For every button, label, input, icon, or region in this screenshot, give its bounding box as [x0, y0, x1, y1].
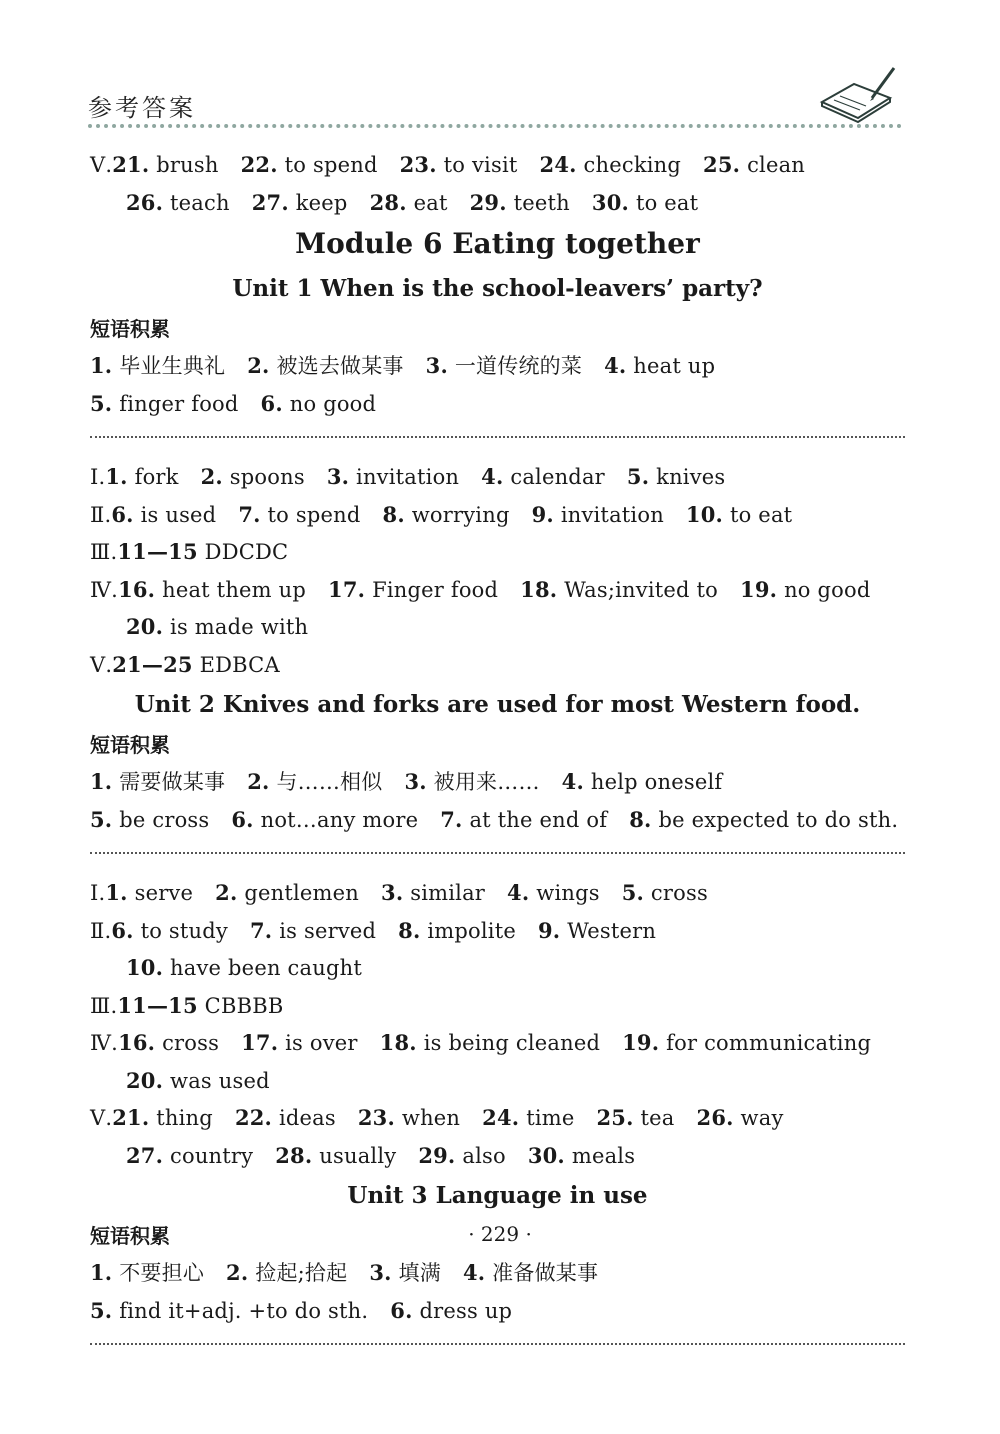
answer-line: [90, 763, 905, 801]
answer-number: 18.: [379, 1030, 417, 1055]
answer-number: 23.: [399, 152, 437, 177]
answer-number: 2.: [215, 880, 238, 905]
answer-item: [275, 1144, 396, 1168]
answer-item: [703, 153, 805, 177]
answer-text: 捡起;拾起: [255, 1261, 348, 1285]
answer-number: 28.: [369, 189, 407, 215]
answer-text: 与……相似: [276, 770, 383, 794]
answer-text: have been caught: [170, 956, 362, 980]
answer-number: 26.: [126, 189, 164, 215]
answer-item: [520, 578, 718, 602]
answer-text: to study: [140, 918, 228, 943]
answer-text: to visit: [443, 153, 518, 177]
answer-item: [235, 1106, 336, 1130]
page-number: · 229 ·: [468, 1222, 532, 1246]
header-title: 参考答案: [88, 94, 196, 122]
answer-line: [90, 496, 905, 534]
answer-text: checking: [583, 153, 682, 177]
answer-item: [538, 919, 656, 943]
answer-number: 19.: [622, 1030, 660, 1055]
answer-text: to spend: [284, 153, 378, 177]
answer-line: [90, 347, 905, 385]
answer-item: [463, 1261, 598, 1285]
section-label: 短语积累: [90, 733, 170, 757]
answer-text: is made with: [170, 615, 309, 639]
answer-text: is being cleaned: [423, 1031, 601, 1055]
answer-text: spoons: [229, 465, 305, 489]
answer-item: [604, 354, 715, 378]
answer-text: wings: [536, 881, 600, 905]
answer-line: [90, 1062, 905, 1100]
answer-line: [90, 184, 905, 222]
answer-number: 11—15: [117, 539, 198, 564]
roman-numeral: Ⅴ.: [90, 1106, 113, 1130]
answer-text: keep: [295, 190, 348, 215]
answer-number: 6.: [111, 501, 134, 527]
answer-number: 29.: [469, 189, 507, 215]
answer-item: [126, 1144, 253, 1168]
answer-number: 3.: [381, 880, 404, 905]
answer-text: eat: [413, 190, 448, 215]
answer-text: be cross: [119, 807, 210, 832]
answer-text: Western: [567, 918, 657, 943]
answer-number: 21—25: [112, 651, 193, 677]
answer-item: [400, 153, 518, 177]
answer-number: 10.: [126, 955, 164, 980]
answer-text: knives: [656, 465, 726, 489]
section-divider: [90, 1329, 905, 1365]
answer-number: 20.: [126, 1067, 164, 1093]
answer-number: 27.: [251, 189, 289, 215]
answer-item: [90, 354, 225, 378]
answer-number: 26.: [696, 1105, 734, 1130]
roman-numeral: Ⅱ.: [90, 918, 112, 943]
answer-item: [627, 465, 725, 489]
answer-text: to eat: [635, 190, 699, 215]
answer-item: [418, 1144, 506, 1168]
answer-line: [90, 646, 905, 684]
answer-number: 25.: [596, 1105, 634, 1130]
answer-item: [383, 503, 510, 527]
answer-line: [90, 1292, 905, 1330]
answer-text: worrying: [411, 502, 510, 527]
answer-item: [404, 770, 539, 794]
answer-item: [105, 465, 178, 489]
answer-number: 17.: [328, 576, 366, 602]
answer-item: [381, 881, 485, 905]
answer-number: 4.: [561, 769, 584, 794]
answer-number: 30.: [591, 189, 630, 215]
answer-item: [247, 770, 382, 794]
answer-item: [111, 503, 216, 527]
answer-text: clean: [747, 153, 806, 177]
answer-item: [112, 653, 280, 677]
answer-item: [117, 540, 288, 564]
answer-item: [327, 465, 459, 489]
answer-text: thing: [156, 1106, 213, 1130]
answer-number: 21.: [112, 152, 150, 177]
roman-numeral: Ⅰ.: [90, 465, 106, 489]
answer-number: 8.: [398, 917, 421, 943]
answer-text: heat them up: [162, 577, 307, 602]
unit-title: Unit 1 When is the school-leavers’ party?: [232, 275, 763, 302]
answer-text: teeth: [513, 190, 570, 215]
answer-text: invitation: [560, 502, 664, 527]
answer-text: 不要担心: [119, 1261, 205, 1285]
answer-item: [686, 503, 792, 527]
answer-text: cross: [162, 1031, 220, 1055]
answer-line: [90, 912, 905, 950]
answer-item: [562, 770, 723, 794]
answer-number: 3.: [326, 464, 350, 489]
answer-item: [540, 153, 682, 177]
answer-item: [90, 770, 225, 794]
answer-number: 5.: [626, 464, 650, 489]
answer-item: [252, 191, 348, 215]
answer-line: [90, 571, 905, 609]
answer-text: time: [526, 1106, 575, 1130]
answer-line: [90, 949, 905, 987]
answer-item: [592, 191, 698, 215]
answer-text: dress up: [419, 1298, 513, 1323]
answer-line: [90, 1254, 905, 1292]
answer-number: 16.: [118, 1030, 156, 1055]
answer-number: 9.: [538, 917, 561, 943]
answer-number: 2.: [200, 464, 223, 489]
answer-text: calendar: [510, 465, 605, 489]
answer-text: DDCDC: [204, 540, 289, 564]
answer-number: 1.: [105, 464, 128, 489]
answer-line: [90, 1024, 905, 1062]
answer-item: [126, 615, 308, 639]
answer-item: [105, 881, 193, 905]
answer-text: no good: [784, 577, 871, 602]
answer-item: [426, 354, 582, 378]
answer-number: 20.: [126, 614, 164, 639]
answer-item: [532, 503, 664, 527]
page-number-value: 229: [480, 1222, 520, 1246]
answer-number: 4.: [462, 1260, 486, 1285]
answer-text: usually: [319, 1143, 397, 1168]
answer-line: [90, 874, 905, 912]
section-label: 短语积累: [90, 317, 170, 341]
answer-item: [629, 808, 898, 832]
answer-item: [250, 919, 376, 943]
roman-numeral: Ⅳ.: [90, 577, 119, 602]
answer-text: way: [740, 1106, 784, 1130]
answer-item: [201, 465, 305, 489]
answer-item: [398, 919, 516, 943]
answer-number: 22.: [234, 1105, 273, 1130]
unit-title: Unit 3 Language in use: [347, 1182, 648, 1209]
answer-item: [481, 465, 605, 489]
answer-number: 23.: [357, 1105, 395, 1130]
answer-text: to eat: [729, 502, 793, 527]
answer-number: 7.: [440, 806, 463, 832]
roman-numeral: Ⅲ.: [90, 993, 118, 1018]
answer-item: [126, 1069, 270, 1093]
answer-line: [90, 533, 905, 571]
answer-number: 8.: [629, 806, 652, 832]
answer-number: 2.: [226, 1260, 249, 1285]
roman-numeral: Ⅳ.: [90, 1031, 119, 1055]
answer-text: no good: [289, 391, 377, 416]
answer-item: [215, 881, 359, 905]
answer-item: [117, 994, 283, 1018]
section-label: 短语积累: [90, 1224, 170, 1248]
answer-text: 准备做某事: [492, 1261, 599, 1285]
answer-item: [261, 392, 377, 416]
answer-text: fork: [134, 465, 179, 489]
answer-number: 5.: [90, 1297, 113, 1323]
answer-item: [440, 808, 607, 832]
answer-text: help oneself: [590, 770, 723, 794]
roman-numeral: Ⅰ.: [90, 881, 106, 905]
answer-number: 4.: [507, 880, 530, 905]
answer-item: [507, 881, 600, 905]
answer-number: 5.: [90, 806, 113, 832]
answer-item: [118, 578, 306, 602]
roman-numeral: Ⅴ.: [90, 153, 113, 177]
answer-number: 2.: [247, 769, 270, 794]
unit-title: Unit 2 Knives and forks are used for most Western food.: [134, 691, 861, 718]
roman-numeral: Ⅴ.: [90, 652, 113, 677]
answer-item: [112, 1106, 213, 1130]
answer-text: Finger food: [372, 577, 499, 602]
answer-text: 填满: [398, 1261, 441, 1285]
answer-text: find it+adj. +to do sth.: [119, 1298, 369, 1323]
answer-item: [126, 191, 230, 215]
answer-number: 24.: [482, 1105, 520, 1130]
answer-number: 3.: [369, 1260, 392, 1285]
answer-number: 2.: [247, 353, 270, 378]
answer-line: [90, 608, 905, 646]
module-title: Module 6 Eating together: [295, 227, 700, 260]
answer-text: heat up: [633, 354, 716, 378]
answer-text: invitation: [356, 465, 460, 489]
answer-line: [90, 801, 905, 839]
answer-item: [90, 1261, 204, 1285]
answer-number: 4.: [604, 353, 627, 378]
answer-number: 1.: [90, 769, 113, 794]
answer-number: 27.: [126, 1142, 164, 1168]
answer-text: teach: [170, 190, 230, 215]
answer-text: tea: [640, 1106, 675, 1130]
section-divider: [90, 838, 905, 874]
answer-item: [596, 1106, 674, 1130]
answer-item: [241, 1031, 358, 1055]
answer-item: [231, 808, 418, 832]
answer-item: [622, 881, 708, 905]
answer-item: [111, 919, 228, 943]
answer-item: [369, 1261, 441, 1285]
answer-text: also: [462, 1143, 506, 1168]
answer-number: 22.: [240, 152, 278, 177]
answer-line: [90, 458, 905, 496]
answer-text: 毕业生典礼: [119, 354, 226, 378]
answer-number: 3.: [425, 353, 448, 378]
answer-number: 4.: [481, 464, 504, 489]
answer-text: cross: [650, 881, 708, 905]
answer-number: 6.: [390, 1297, 413, 1323]
answer-number: 30.: [527, 1142, 565, 1168]
answer-item: [118, 1031, 219, 1055]
answer-text: is served: [279, 918, 377, 943]
answer-text: impolite: [427, 918, 516, 943]
answer-text: not…any more: [260, 807, 419, 832]
answer-number: 21.: [112, 1105, 150, 1130]
answer-item: [126, 956, 362, 980]
answer-text: brush: [156, 153, 219, 177]
answer-text: serve: [134, 881, 194, 905]
answer-number: 25.: [703, 152, 741, 177]
answer-number: 28.: [275, 1142, 313, 1168]
answer-item: [238, 503, 360, 527]
answer-number: 7.: [249, 917, 273, 943]
answer-text: similar: [410, 881, 486, 905]
answer-text: country: [170, 1143, 254, 1168]
answer-text: is used: [140, 502, 217, 527]
answer-number: 3.: [404, 769, 427, 794]
answer-item: [528, 1144, 635, 1168]
answer-number: 5.: [621, 880, 645, 905]
answer-item: [380, 1031, 600, 1055]
answer-line: [90, 385, 905, 423]
answer-number: 11—15: [117, 992, 198, 1018]
answer-text: to spend: [267, 502, 361, 527]
answer-number: 24.: [539, 152, 577, 177]
answer-number: 1.: [90, 1260, 113, 1285]
answer-text: gentlemen: [244, 881, 360, 905]
answer-text: Was;invited to: [564, 577, 719, 602]
answer-item: [740, 578, 870, 602]
answer-number: 1.: [90, 353, 113, 378]
answer-item: [241, 153, 378, 177]
answer-text: meals: [571, 1143, 636, 1168]
answer-text: 被用来……: [433, 770, 540, 794]
answer-item: [370, 191, 448, 215]
answer-text: was used: [170, 1068, 270, 1093]
answer-item: [697, 1106, 784, 1130]
answer-text: ideas: [278, 1106, 336, 1130]
answer-number: 5.: [90, 390, 113, 416]
notebook-pen-icon: [814, 64, 900, 124]
page-header: [88, 84, 902, 130]
header-rule: [88, 124, 902, 128]
answer-item: [90, 808, 209, 832]
answer-text: EDBCA: [199, 652, 280, 677]
section-divider: [90, 422, 905, 458]
answer-number: 18.: [520, 576, 558, 602]
answer-line: [90, 987, 905, 1025]
answer-item: [247, 354, 403, 378]
answer-number: 9.: [531, 501, 554, 527]
answer-content: [90, 146, 905, 1365]
answer-item: [328, 578, 498, 602]
answer-number: 8.: [382, 501, 405, 527]
answer-item: [390, 1299, 512, 1323]
answer-number: 16.: [118, 576, 156, 602]
answer-text: at the end of: [469, 807, 608, 832]
answer-text: for communicating: [666, 1031, 872, 1055]
answer-text: finger food: [119, 391, 239, 416]
answer-number: 6.: [111, 917, 134, 943]
answer-number: 1.: [105, 880, 128, 905]
answer-text: is over: [285, 1031, 358, 1055]
answer-text: be expected to do sth.: [658, 807, 899, 832]
answer-item: [622, 1031, 871, 1055]
answer-item: [470, 191, 570, 215]
answer-text: 需要做某事: [119, 770, 226, 794]
answer-item: [90, 392, 239, 416]
answer-number: 7.: [238, 501, 261, 527]
answer-text: when: [401, 1106, 461, 1130]
answer-item: [482, 1106, 574, 1130]
answer-item: [90, 1299, 368, 1323]
answer-item: [112, 153, 218, 177]
answer-number: 6.: [260, 390, 283, 416]
answer-text: CBBBB: [204, 993, 284, 1018]
answer-number: 17.: [241, 1030, 279, 1055]
answer-text: 一道传统的菜: [454, 354, 583, 378]
answer-number: 29.: [418, 1142, 456, 1168]
answer-line: [90, 1099, 905, 1137]
roman-numeral: Ⅲ.: [90, 540, 118, 564]
answer-number: 19.: [740, 576, 778, 602]
answer-item: [358, 1106, 460, 1130]
answer-item: [226, 1261, 347, 1285]
answer-line: [90, 1137, 905, 1175]
roman-numeral: Ⅱ.: [90, 502, 112, 527]
answer-number: 6.: [231, 806, 254, 832]
answer-text: 被选去做某事: [276, 354, 404, 378]
answer-line: [90, 146, 905, 184]
answer-number: 10.: [685, 501, 724, 527]
